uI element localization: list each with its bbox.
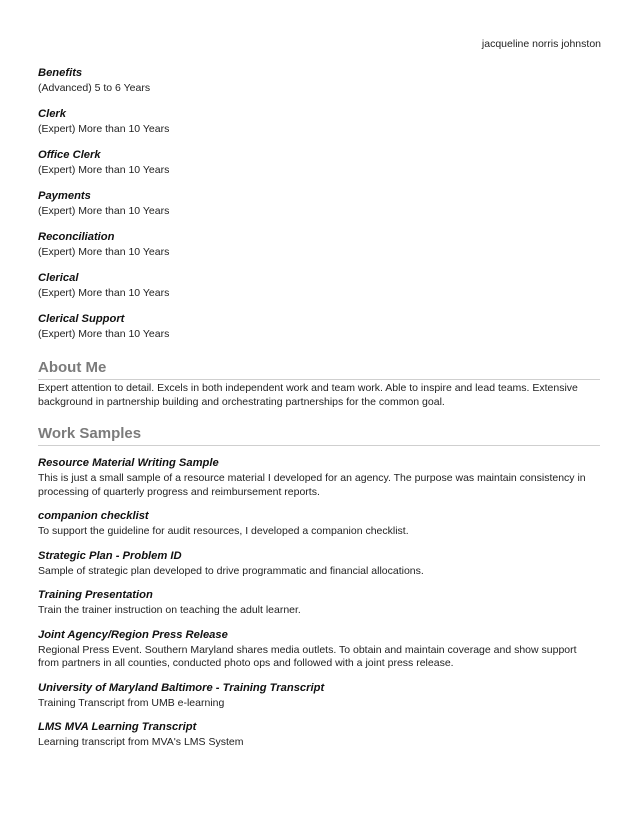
skills-list [38,66,600,353]
skill-item [38,148,600,189]
skill-name: Office Clerk [38,149,101,161]
work-sample-title[interactable]: companion checklist [38,510,149,522]
work-sample-desc: Training Transcript from UMB e-learning [38,696,225,709]
skill-level: (Advanced) 5 to 6 Years [38,82,151,94]
skill-level: (Expert) More than 10 Years [38,328,170,340]
work-samples-list [38,456,600,760]
skill-item [38,66,600,107]
work-sample-title[interactable]: Joint Agency/Region Press Release [38,628,228,641]
skill-item [38,271,600,312]
work-sample-desc: Train the trainer instruction on teaching the adult learner. [38,604,301,616]
skill-level: (Expert) More than 10 Years [38,287,170,299]
work-sample-item [38,509,600,539]
about-text: Expert attention to detail. Excels in both independent work and team work. Able to inspire and lead teams. Extensive background in partnership building and orchestrating partnerships for the common goal. [38,382,578,408]
work-sample-item [38,720,600,750]
work-sample-desc: Sample of strategic plan developed to drive programmatic and financial allocations. [38,564,424,577]
skill-level: (Expert) More than 10 Years [38,123,170,135]
work-sample-title[interactable]: LMS MVA Learning Transcript [38,721,197,733]
work-sample-title[interactable]: University of Maryland Baltimore - Training Transcript [38,681,325,694]
work-sample-desc: Learning transcript from MVA's LMS System [38,736,244,748]
work-sample-desc: Regional Press Event. Southern Maryland shares media outlets. To obtain and maintain coverage and show support from partners in all counties, conducted photo ops and followed with a joint press release. [38,643,577,669]
skill-name: Clerical [38,272,79,284]
work-sample-title[interactable]: Training Presentation [38,589,153,601]
about-section-title: About Me [38,359,600,380]
skill-name: Clerk [38,108,66,120]
skill-item [38,107,600,148]
skill-name: Benefits [38,67,83,79]
work-samples-section-title: Work Samples [38,425,600,446]
skill-item [38,189,600,230]
skill-level: (Expert) More than 10 Years [38,164,170,176]
work-sample-item [38,681,600,711]
skill-item [38,312,600,353]
skill-item [38,230,600,271]
work-sample-item [38,456,600,499]
work-sample-title[interactable]: Resource Material Writing Sample [38,457,219,469]
skill-level: (Expert) More than 10 Years [38,205,170,217]
header-name: jacqueline norris johnston [481,38,601,50]
skill-name: Payments [38,190,91,202]
work-sample-desc: This is just a small sample of a resource material I developed for an agency. The purpose was maintain consistency in processing of quarterly progress and reimbursement reports. [38,472,586,498]
skill-name: Reconciliation [38,231,115,243]
work-sample-item [38,549,600,579]
skill-level: (Expert) More than 10 Years [38,246,170,258]
work-sample-title[interactable]: Strategic Plan - Problem ID [38,549,182,562]
work-sample-desc: To support the guideline for audit resources, I developed a companion checklist. [38,525,409,537]
skill-name: Clerical Support [38,313,125,325]
work-sample-item [38,628,600,671]
work-sample-item [38,588,600,618]
